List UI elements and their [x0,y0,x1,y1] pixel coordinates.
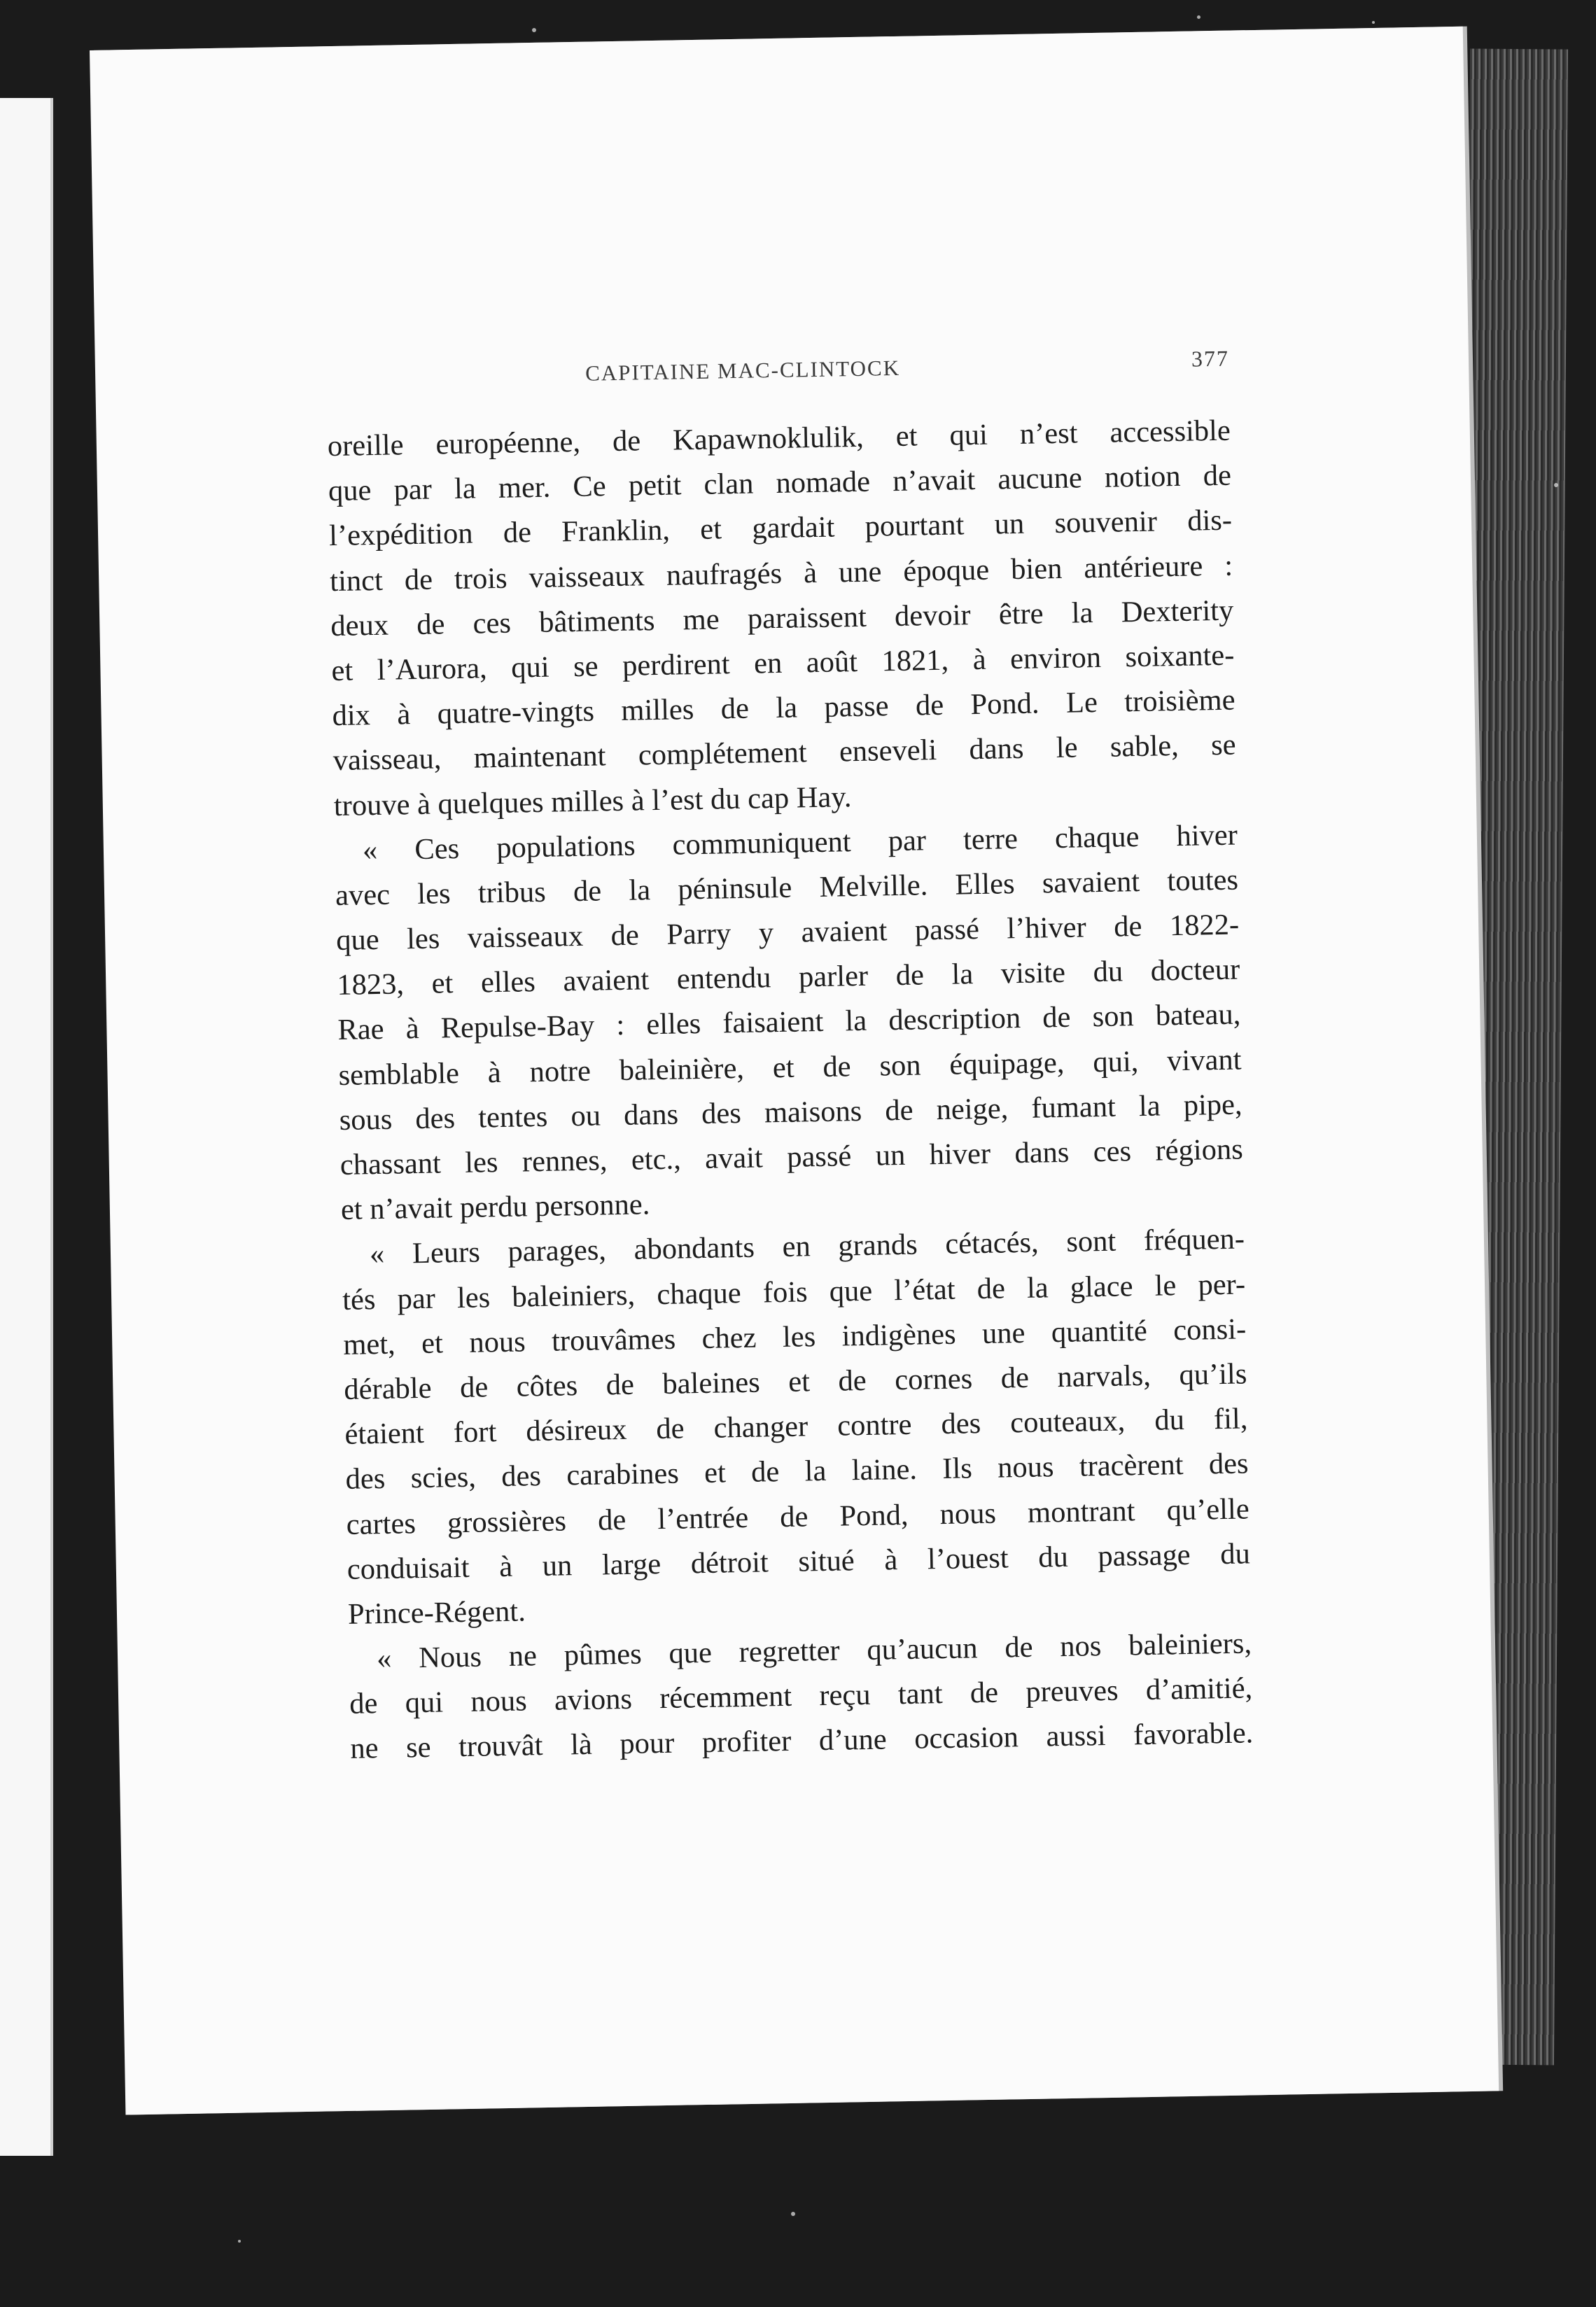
text-line: de qui nous avions récemment reçu tant de preuves d’amitié, [349,1671,1253,1721]
scan-speck [1372,21,1375,24]
text-line: tinct de trois vaisseaux naufragés à une époque bien antérieure : [329,549,1233,598]
scan-speck [791,2212,795,2216]
facing-page-edge [0,98,53,2156]
text-line: Prince-Régent. [347,1594,526,1631]
text-line: oreille européenne, de Kapawnoklulik, et qui n’est accessible [327,414,1231,463]
book-page [90,27,1499,2115]
paragraph [327,409,1237,829]
text-line: vaisseau, maintenant complétement enseveli dans le sable, se [332,728,1236,778]
text-line: étaient fort désireux de changer contre des couteaux, du fil, [344,1402,1248,1452]
text-line: des scies, des carabines et de la laine. Ils nous tracèrent des [345,1447,1249,1496]
paragraph [334,813,1244,1233]
text-line: dérable de côtes de baleines et de cornes de narvals, qu’ils [344,1357,1247,1406]
text-line: chassant les rennes, etc., avait passé un hiver dans ces régions [340,1133,1244,1181]
paragraph [349,1621,1254,1772]
running-head [326,344,1230,402]
text-line: et n’avait perdu personne. [340,1188,650,1227]
text-line: ne se trouvât là pour profiter d’une occasion aussi favorable. [350,1716,1254,1766]
text-line: que par la mer. Ce petit clan nomade n’avait aucune notion de [328,458,1232,508]
text-line: « Leurs parages, abondants en grands cétacés, sont fréquen- [369,1222,1245,1271]
text-line: tés par les baleiniers, chaque fois que l’état de la glace le per- [342,1268,1246,1317]
text-line: Rae à Repulse-Bay : elles faisaient la description de son bateau, [337,997,1241,1047]
scan-speck [532,28,536,32]
text-line: l’expédition de Franklin, et gardait pourtant un souvenir dis- [328,503,1233,553]
scan-speck [238,2240,241,2243]
text-line: cartes grossières de l’entrée de Pond, nous montrant qu’elle [346,1492,1250,1541]
text-line: « Nous ne pûmes que regretter qu’aucun de nos baleiniers, [376,1627,1252,1676]
paragraph [342,1217,1252,1637]
text-line: et l’Aurora, qui se perdirent en août 1821, à environ soixante- [331,638,1235,688]
page-number: 377 [1191,345,1230,372]
text-line: que les vaisseaux de Parry y avaient passé l’hiver de 1822- [335,908,1240,958]
text-line: deux de ces bâtiments me paraissent devoir être la Dexterity [330,594,1234,643]
text-line: met, et nous trouvâmes chez les indigènes une quantité consi- [342,1312,1247,1361]
page-text [326,344,1254,1772]
text-line: 1823, et elles avaient entendu parler de la visite du docteur [336,953,1240,1002]
text-line: dix à quatre-vingts milles de la passe de Pond. Le troisième [332,683,1236,733]
text-line: sous des tentes ou dans des maisons de neige, fumant la pipe, [339,1088,1242,1137]
running-title: CAPITAINE MAC-CLINTOCK [584,355,901,386]
scan-speck [1554,483,1558,487]
text-line: conduisait à un large détroit situé à l’ouest du passage du [346,1537,1251,1586]
text-line: trouve à quelques milles à l’est du cap Hay. [333,780,852,822]
text-line: avec les tribus de la péninsule Melville. Elles savaient toutes [335,863,1239,912]
text-line: semblable à notre baleinière, et de son équipage, qui, vivant [338,1043,1242,1092]
text-line: « Ces populations communiquent par terre chaque hiver [362,818,1238,867]
scan-speck [1197,15,1200,19]
